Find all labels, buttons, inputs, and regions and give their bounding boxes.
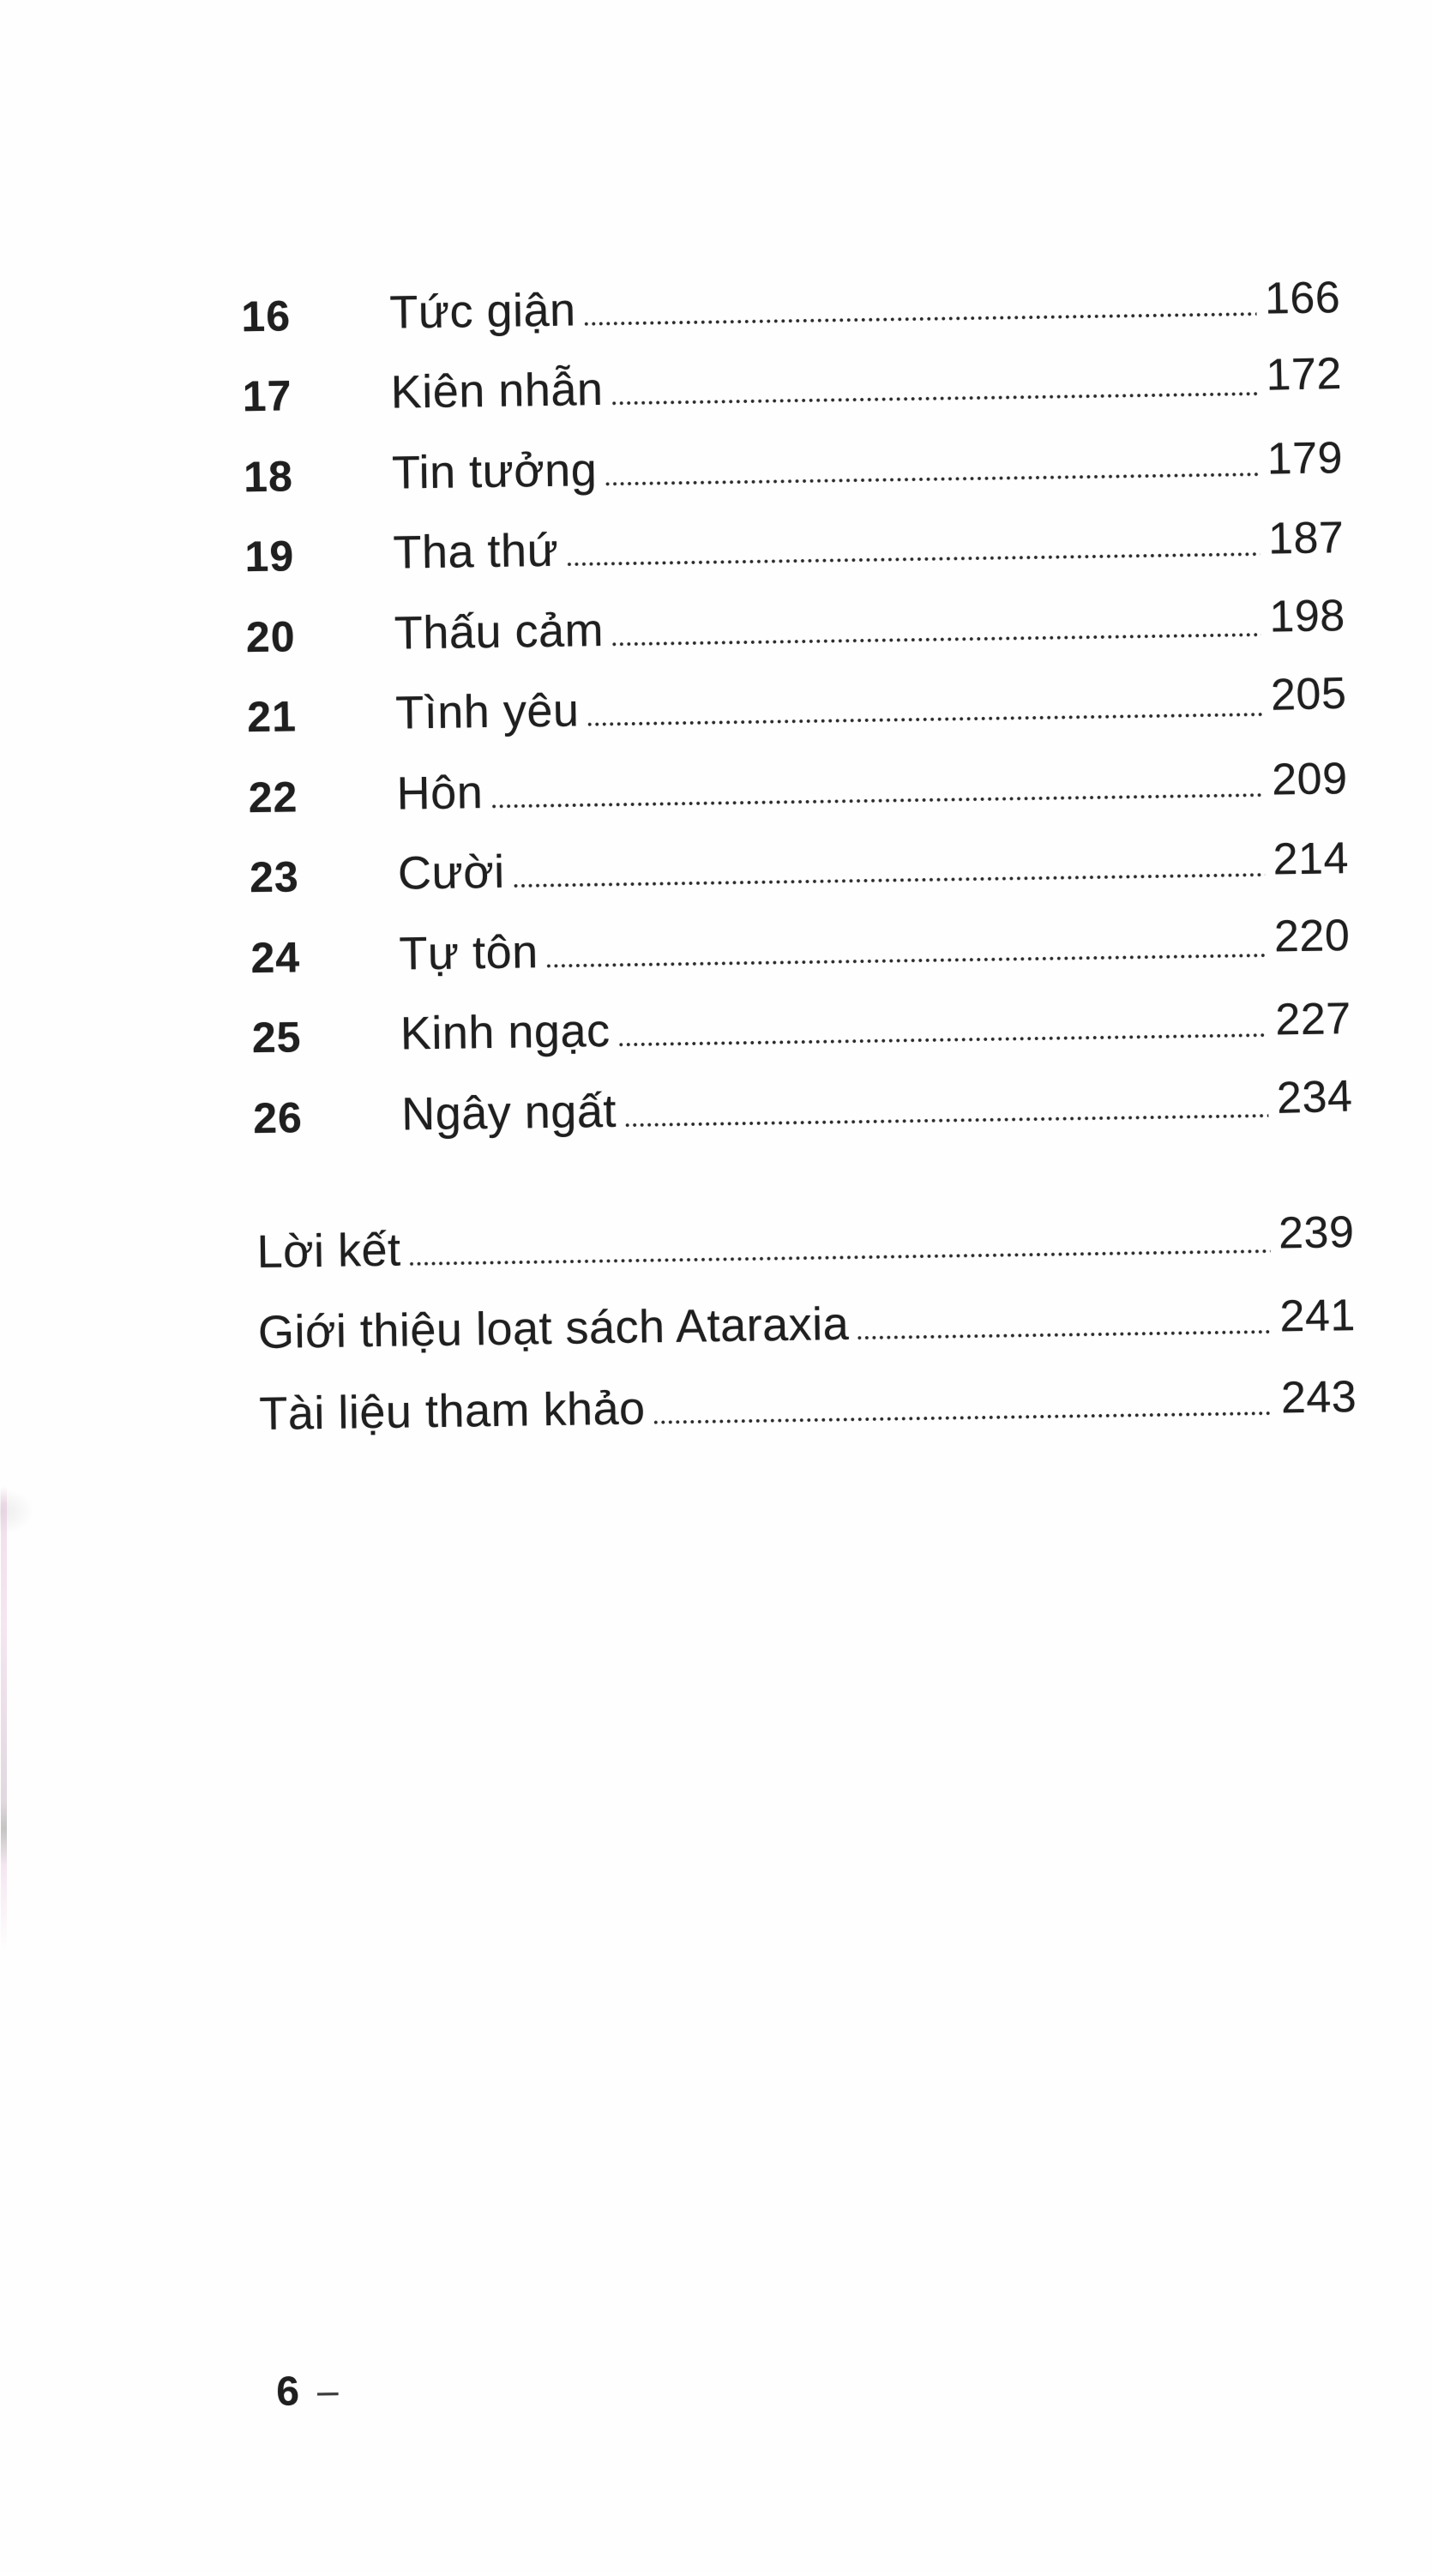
chapter-page: 205 <box>1270 668 1347 720</box>
chapter-title: Hôn <box>396 766 484 820</box>
chapter-number: 21 <box>246 692 298 742</box>
chapter-title: Tha thứ <box>393 524 559 579</box>
chapter-page: 172 <box>1265 348 1343 400</box>
chapter-title: Kinh ngạc <box>400 1004 611 1060</box>
chapter-page: 179 <box>1267 432 1344 484</box>
chapter-list <box>240 241 1353 1142</box>
section-page: 243 <box>1280 1371 1357 1423</box>
section-title: Giới thiệu loạt sách Ataraxia <box>257 1297 850 1359</box>
chapter-title: Ngây ngất <box>400 1085 617 1141</box>
chapter-number: 24 <box>250 932 301 982</box>
chapter-number: 16 <box>240 291 292 340</box>
section-title: Lời kết <box>256 1224 401 1278</box>
dot-leader <box>623 1113 1268 1127</box>
chapter-number: 23 <box>249 852 300 902</box>
footer-dash: – <box>316 2369 340 2412</box>
section-page: 239 <box>1278 1207 1355 1258</box>
chapter-number: 18 <box>243 451 294 501</box>
chapter-number: 17 <box>242 371 292 421</box>
section-title: Tài liệu tham khảo <box>258 1381 646 1440</box>
dot-leader <box>653 1411 1273 1424</box>
chapter-page: 209 <box>1271 753 1348 804</box>
dot-leader <box>856 1330 1271 1340</box>
chapter-number: 25 <box>251 1013 302 1062</box>
chapter-number: 26 <box>252 1092 304 1142</box>
chapter-page: 234 <box>1275 1070 1353 1123</box>
chapter-title: Tức giận <box>388 283 576 339</box>
chapter-number: 20 <box>245 611 296 661</box>
chapter-title: Cười <box>397 846 506 900</box>
chapter-number: 19 <box>244 532 295 581</box>
chapter-page: 187 <box>1267 513 1345 564</box>
chapter-page: 220 <box>1273 910 1351 961</box>
scan-edge-artifact <box>1 1486 7 1949</box>
section-page: 241 <box>1279 1291 1357 1342</box>
chapter-title: Tự tôn <box>398 925 539 980</box>
chapter-title: Tình yêu <box>394 684 580 739</box>
chapter-title: Kiên nhẫn <box>390 363 604 418</box>
page-footer <box>276 2368 340 2416</box>
footer-page-number: 6 <box>275 2368 301 2415</box>
chapter-page: 227 <box>1274 994 1352 1045</box>
chapter-title: Tin tưởng <box>391 443 598 499</box>
chapter-page: 166 <box>1264 272 1341 324</box>
chapter-number: 22 <box>248 772 298 822</box>
chapter-page: 214 <box>1273 834 1350 885</box>
chapter-page: 198 <box>1269 590 1346 641</box>
back-matter-list <box>256 1177 1357 1440</box>
chapter-title: Thấu cảm <box>394 604 605 659</box>
